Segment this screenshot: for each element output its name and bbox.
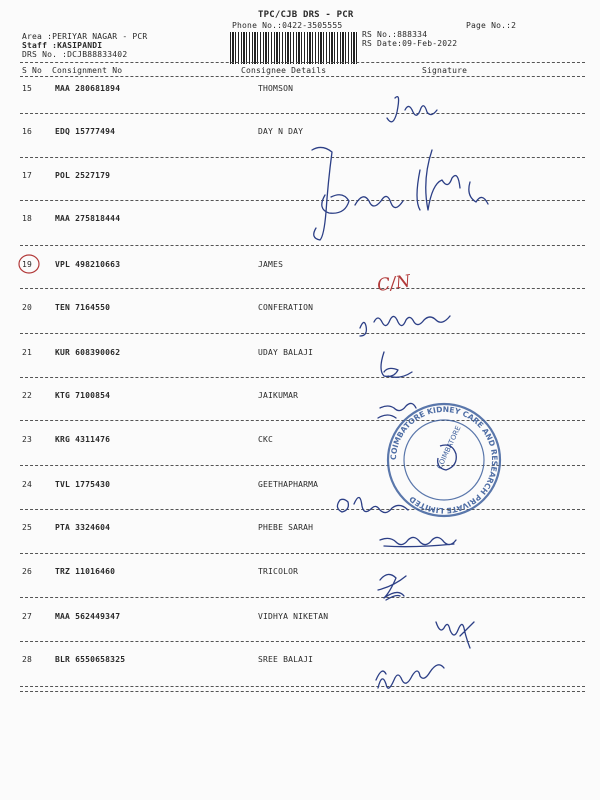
row-19-circle-mark [19, 255, 39, 273]
phone-number: Phone No.:0422-3505555 [232, 21, 343, 30]
row-sno: 19 [22, 260, 33, 269]
row-consignee: SREE BALAJI [258, 655, 314, 664]
row-sno: 27 [22, 612, 33, 621]
company-stamp [388, 404, 500, 516]
row-consignee: UDAY BALAJI [258, 348, 314, 357]
page-number: Page No.:2 [466, 21, 517, 30]
row-consignee: DAY N DAY [258, 127, 304, 136]
row-consignee: THOMSON [258, 84, 294, 93]
signature-row-25 [380, 537, 456, 546]
row-sno: 26 [22, 567, 33, 576]
signature-rows-16-18 [312, 147, 488, 240]
document-title: TPC/CJB DRS - PCR [258, 10, 354, 20]
row-consignment: KTG 7100854 [55, 391, 111, 400]
signature-row-28 [376, 665, 444, 688]
row-consignment: MAA 275818444 [55, 214, 121, 223]
row-consignee: PHEBE SARAH [258, 523, 314, 532]
row-consignment: VPL 498210663 [55, 260, 121, 269]
row-consignee: VIDHYA NIKETAN [258, 612, 329, 621]
signature-row-24 [337, 497, 408, 512]
signature-row-15 [387, 97, 437, 122]
row-sno: 17 [22, 171, 33, 180]
staff-label: Staff :KASIPANDI [22, 41, 103, 50]
row-consignment: MAA 280681894 [55, 84, 121, 93]
row-sno: 21 [22, 348, 33, 357]
signature-row-20 [360, 316, 450, 336]
stamp-ring-text: COIMBATORE KIDNEY CARE AND RESEARCH PRIVATE LIMITED [388, 404, 500, 516]
signature-group [312, 97, 488, 689]
row-sno: 25 [22, 523, 33, 532]
row-sno: 23 [22, 435, 33, 444]
row-consignee: TRICOLOR [258, 567, 299, 576]
signature-row-21 [381, 352, 412, 377]
row-consignee: CKC [258, 435, 274, 444]
row-consignee: CONFERATION [258, 303, 314, 312]
row-sno: 22 [22, 391, 33, 400]
row-consignment: TVL 1775430 [55, 480, 111, 489]
c-in-mark: C/N [375, 271, 412, 296]
signature-row-27 [436, 622, 474, 648]
row-consignment: TRZ 11016460 [55, 567, 116, 576]
row-consignment: EDQ 15777494 [55, 127, 116, 136]
row-consignment: POL 2527179 [55, 171, 111, 180]
row-consignment: TEN 7164550 [55, 303, 111, 312]
signature-row-26 [378, 574, 406, 600]
row-sno: 28 [22, 655, 33, 664]
column-header-consignment: Consignment No [52, 66, 123, 75]
row-sno: 18 [22, 214, 33, 223]
rs-date: RS Date:09-Feb-2022 [362, 39, 458, 48]
row-sno: 20 [22, 303, 33, 312]
column-header-consignee: Consignee Details [241, 66, 327, 75]
stamp-center-text: COIMBATORE [435, 424, 463, 471]
row-consignee: JAMES [258, 260, 284, 269]
drs-number: DRS No. :DCJB88833402 [22, 50, 128, 59]
column-header-sno: S No [22, 66, 43, 75]
row-consignment: PTA 3324604 [55, 523, 111, 532]
row-sno: 15 [22, 84, 33, 93]
row-consignment: KUR 608390062 [55, 348, 121, 357]
column-header-signature: Signature [422, 66, 468, 75]
row-sno: 24 [22, 480, 33, 489]
row-consignment: MAA 562449347 [55, 612, 121, 621]
area-label: Area :PERIYAR NAGAR - PCR [22, 32, 148, 41]
row-sno: 16 [22, 127, 33, 136]
row-consignee: JAIKUMAR [258, 391, 299, 400]
row-consignment: KRG 4311476 [55, 435, 111, 444]
rs-number: RS No.:888334 [362, 30, 428, 39]
row-consignment: BLR 6550658325 [55, 655, 126, 664]
row-consignee: GEETHAPHARMA [258, 480, 319, 489]
